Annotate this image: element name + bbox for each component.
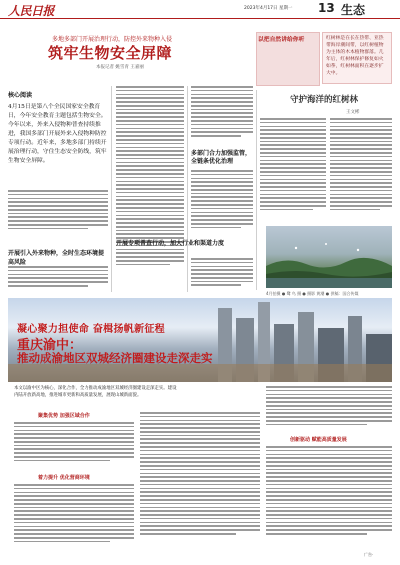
body-text-column [116, 86, 184, 292]
body-text-column [260, 118, 326, 222]
article-subhead: 开展引入外来物种，全时生态环境提高风险 [8, 250, 105, 266]
body-text-column [8, 190, 108, 244]
article-subhead: 多部门合力加强监管，全链条优化治理 [191, 150, 252, 165]
promo-lead: 本文以渝中区为核心，深化合作，全力推动成渝地区双城经济圈建设走深走实。建设内陆开放新高地，推进城市更新和高质量发展，展现山城新面貌。 [14, 386, 177, 398]
body-text-column [191, 258, 253, 292]
mangrove-photo [266, 226, 392, 288]
photo-caption: 4月拍摄 ● 鹭 鸟 摄 ● 摄影 黄潮 ● 供稿：国合传媒 [266, 291, 359, 296]
section-name: 生态 [341, 3, 366, 17]
body-text-column [191, 86, 253, 146]
article-kicker: 多地多部门开展治理行动，防控外来物种入侵 [52, 36, 173, 43]
body-text-column [330, 118, 392, 222]
promo-subhead: 创新驱动 赋能高质量发展 [290, 437, 347, 443]
body-text-column [14, 484, 134, 550]
column-divider [187, 86, 188, 292]
body-text-column [191, 170, 253, 236]
body-text-column [266, 386, 392, 432]
promo-title-line1: 重庆渝中： [17, 338, 83, 353]
core-reading-heading: 核心阅读 [8, 92, 33, 99]
newspaper-logo: 人民日报 [8, 4, 55, 18]
article-title: 筑牢生物安全屏障 [48, 44, 173, 62]
column-title: 以把自然讲给你听 [258, 37, 305, 43]
promo-subhead: 着力提升 优化营商环境 [38, 475, 90, 481]
article-byline: 本报记者 姚雪青 王嘉丽 [96, 65, 144, 70]
column-divider [256, 90, 257, 290]
core-reading-text: 4月15日是第八个全民国家安全教育日，今年安全教育主题包括生物安全。今年以来，外来入侵物种普查持续推进，我国多部门开展外来入侵物种防控专项行动。近年来，多地多部门持续开展治理行动，守住生态安全防线，筑牢生物安全屏障。 [8, 104, 107, 164]
column-intro: 红树林是在长在热带、亚热带海岸潮间带，以红树植物为主体的木本植物群落。几年后，红树林保护修复如火如荼，红树林面积在逐步扩大中。 [322, 32, 392, 84]
promo-title-line2: 推动成渝地区双城经济圈建设走深走实 [17, 351, 213, 365]
body-text-column [8, 266, 108, 294]
promo-kicker: 凝心聚力担使命 奋楫扬帆新征程 [17, 324, 165, 335]
issue-date: 2023年4月17日 星期一 [244, 6, 293, 11]
ad-label: 广告· [364, 552, 374, 557]
masthead [0, 0, 400, 19]
body-text-column [266, 446, 392, 548]
article-subhead: 开展专项普查行动，加大行业和渠道力度 [116, 240, 225, 247]
body-text-column [14, 422, 134, 468]
column-divider [111, 86, 112, 292]
page-number: 13 [318, 1, 335, 15]
mangrove-article-title: 守护海洋的红树林 [290, 95, 359, 105]
promo-subhead: 聚集优势 加强区域合作 [38, 413, 90, 419]
body-text-column [140, 412, 260, 550]
mangrove-article-byline: 王文彬 [346, 110, 360, 115]
